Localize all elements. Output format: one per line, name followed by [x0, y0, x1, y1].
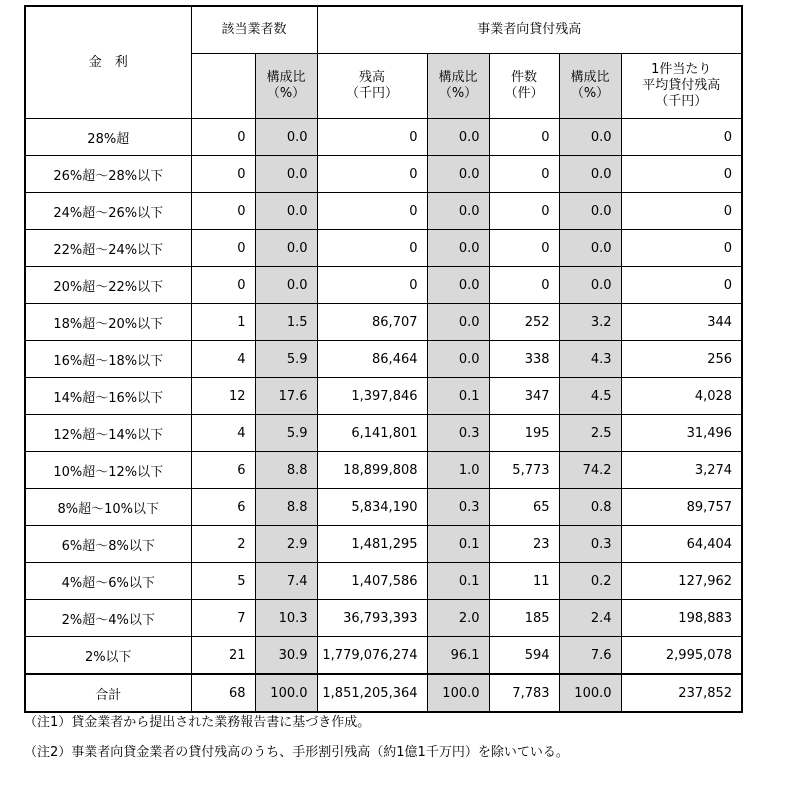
- table-row: [25, 637, 742, 675]
- header-balance: 残高 （千円）: [317, 54, 427, 119]
- table-row: [25, 526, 742, 563]
- cell-avg: 0: [621, 267, 742, 304]
- cell-n: 6: [191, 489, 255, 526]
- cell-r3: 0.0: [559, 119, 621, 156]
- rate-label: 6%超〜8%以下: [25, 526, 191, 563]
- cell-r2: 0.3: [427, 489, 489, 526]
- cell-r2: 0.0: [427, 156, 489, 193]
- table-row: [25, 193, 742, 230]
- cell-n: 12: [191, 378, 255, 415]
- cell-r3: 0.0: [559, 193, 621, 230]
- cell-n: 6: [191, 452, 255, 489]
- table-row: [25, 341, 742, 378]
- cell-r2: 0.1: [427, 526, 489, 563]
- cell-bal: 1,779,076,274: [317, 637, 427, 675]
- cell-r2: 0.0: [427, 230, 489, 267]
- cell-avg: 2,995,078: [621, 637, 742, 675]
- cell-r2: 0.0: [427, 193, 489, 230]
- rate-label: 2%超〜4%以下: [25, 600, 191, 637]
- header-ratio-count: 構成比 （%）: [559, 54, 621, 119]
- cell-r2: 0.0: [427, 304, 489, 341]
- cell-r3: 7.6: [559, 637, 621, 675]
- cell-r3: 74.2: [559, 452, 621, 489]
- cell-bal: 0: [317, 230, 427, 267]
- rate-label: 14%超〜16%以下: [25, 378, 191, 415]
- cell-r2: 100.0: [427, 674, 489, 712]
- cell-n: 2: [191, 526, 255, 563]
- cell-n: 21: [191, 637, 255, 675]
- cell-r1: 17.6: [255, 378, 317, 415]
- cell-bal: 1,851,205,364: [317, 674, 427, 712]
- cell-r3: 0.8: [559, 489, 621, 526]
- cell-cnt: 252: [489, 304, 559, 341]
- cell-r1: 8.8: [255, 452, 317, 489]
- cell-cnt: 11: [489, 563, 559, 600]
- rate-label: 26%超〜28%以下: [25, 156, 191, 193]
- rate-label: 4%超〜6%以下: [25, 563, 191, 600]
- table-row: [25, 415, 742, 452]
- rate-label: 10%超〜12%以下: [25, 452, 191, 489]
- cell-n: 0: [191, 267, 255, 304]
- table-row: [25, 119, 742, 156]
- cell-r3: 0.0: [559, 267, 621, 304]
- cell-r1: 5.9: [255, 415, 317, 452]
- cell-n: 4: [191, 415, 255, 452]
- cell-r2: 0.0: [427, 341, 489, 378]
- cell-cnt: 338: [489, 341, 559, 378]
- cell-r2: 0.1: [427, 563, 489, 600]
- table-row: [25, 452, 742, 489]
- cell-cnt: 7,783: [489, 674, 559, 712]
- cell-avg: 0: [621, 119, 742, 156]
- cell-avg: 237,852: [621, 674, 742, 712]
- cell-r3: 4.5: [559, 378, 621, 415]
- cell-avg: 344: [621, 304, 742, 341]
- cell-r2: 1.0: [427, 452, 489, 489]
- cell-bal: 6,141,801: [317, 415, 427, 452]
- cell-bal: 1,407,586: [317, 563, 427, 600]
- cell-r3: 2.4: [559, 600, 621, 637]
- cell-r3: 0.0: [559, 230, 621, 267]
- cell-bal: 0: [317, 267, 427, 304]
- rate-label: 18%超〜20%以下: [25, 304, 191, 341]
- interest-rate-table: [24, 5, 743, 713]
- header-loan-balance: 事業者向貸付残高: [317, 6, 742, 54]
- cell-r3: 0.2: [559, 563, 621, 600]
- cell-r3: 0.0: [559, 156, 621, 193]
- cell-n: 0: [191, 156, 255, 193]
- cell-r1: 10.3: [255, 600, 317, 637]
- header-rate: 金 利: [25, 6, 191, 119]
- cell-n: 0: [191, 119, 255, 156]
- cell-r1: 0.0: [255, 193, 317, 230]
- cell-bal: 0: [317, 193, 427, 230]
- cell-n: 0: [191, 230, 255, 267]
- cell-r2: 0.0: [427, 267, 489, 304]
- cell-n: 5: [191, 563, 255, 600]
- cell-avg: 3,274: [621, 452, 742, 489]
- header-blank: [191, 54, 255, 119]
- cell-avg: 256: [621, 341, 742, 378]
- table-row: [25, 563, 742, 600]
- cell-r3: 2.5: [559, 415, 621, 452]
- note-2: （注2）事業者向貸金業者の貸付残高のうち、手形割引残高（約1億1千万円）を除いている。: [24, 745, 569, 760]
- cell-cnt: 0: [489, 119, 559, 156]
- cell-r2: 0.3: [427, 415, 489, 452]
- cell-avg: 31,496: [621, 415, 742, 452]
- cell-r1: 0.0: [255, 267, 317, 304]
- cell-bal: 1,397,846: [317, 378, 427, 415]
- table-row: [25, 304, 742, 341]
- table-row: [25, 600, 742, 637]
- cell-r3: 4.3: [559, 341, 621, 378]
- cell-n: 1: [191, 304, 255, 341]
- cell-n: 0: [191, 193, 255, 230]
- cell-bal: 18,899,808: [317, 452, 427, 489]
- cell-cnt: 0: [489, 267, 559, 304]
- cell-r1: 0.0: [255, 230, 317, 267]
- cell-cnt: 5,773: [489, 452, 559, 489]
- cell-r1: 7.4: [255, 563, 317, 600]
- rate-label: 22%超〜24%以下: [25, 230, 191, 267]
- cell-avg: 89,757: [621, 489, 742, 526]
- total-row: [25, 674, 742, 712]
- rate-label: 12%超〜14%以下: [25, 415, 191, 452]
- header-average: 1件当たり 平均貸付残高 （千円）: [621, 54, 742, 119]
- cell-cnt: 0: [489, 230, 559, 267]
- cell-cnt: 185: [489, 600, 559, 637]
- rate-label: 合計: [25, 674, 191, 712]
- table-row: [25, 230, 742, 267]
- cell-n: 7: [191, 600, 255, 637]
- cell-bal: 86,707: [317, 304, 427, 341]
- header-num-lenders: 該当業者数: [191, 6, 317, 54]
- rate-label: 28%超: [25, 119, 191, 156]
- cell-cnt: 347: [489, 378, 559, 415]
- cell-r3: 100.0: [559, 674, 621, 712]
- cell-r2: 0.0: [427, 119, 489, 156]
- cell-bal: 86,464: [317, 341, 427, 378]
- cell-r1: 30.9: [255, 637, 317, 675]
- rate-label: 2%以下: [25, 637, 191, 675]
- cell-r1: 1.5: [255, 304, 317, 341]
- cell-bal: 0: [317, 119, 427, 156]
- table-row: [25, 156, 742, 193]
- cell-bal: 5,834,190: [317, 489, 427, 526]
- cell-r2: 0.1: [427, 378, 489, 415]
- cell-r1: 2.9: [255, 526, 317, 563]
- cell-bal: 36,793,393: [317, 600, 427, 637]
- cell-avg: 0: [621, 230, 742, 267]
- cell-r2: 96.1: [427, 637, 489, 675]
- cell-n: 68: [191, 674, 255, 712]
- cell-r1: 0.0: [255, 156, 317, 193]
- cell-cnt: 65: [489, 489, 559, 526]
- header-ratio-lenders: 構成比 （%）: [255, 54, 317, 119]
- cell-n: 4: [191, 341, 255, 378]
- cell-r1: 100.0: [255, 674, 317, 712]
- cell-cnt: 23: [489, 526, 559, 563]
- rate-label: 24%超〜26%以下: [25, 193, 191, 230]
- cell-cnt: 594: [489, 637, 559, 675]
- cell-r1: 5.9: [255, 341, 317, 378]
- cell-bal: 1,481,295: [317, 526, 427, 563]
- cell-r3: 3.2: [559, 304, 621, 341]
- notes: [24, 713, 569, 773]
- cell-avg: 0: [621, 156, 742, 193]
- cell-bal: 0: [317, 156, 427, 193]
- table-row: [25, 267, 742, 304]
- cell-avg: 0: [621, 193, 742, 230]
- cell-r1: 0.0: [255, 119, 317, 156]
- cell-avg: 127,962: [621, 563, 742, 600]
- cell-avg: 4,028: [621, 378, 742, 415]
- header-ratio-balance: 構成比 （%）: [427, 54, 489, 119]
- cell-cnt: 0: [489, 193, 559, 230]
- note-1: （注1）貸金業者から提出された業務報告書に基づき作成。: [24, 715, 371, 730]
- rate-label: 16%超〜18%以下: [25, 341, 191, 378]
- table-row: [25, 489, 742, 526]
- cell-r1: 8.8: [255, 489, 317, 526]
- cell-r3: 0.3: [559, 526, 621, 563]
- cell-r2: 2.0: [427, 600, 489, 637]
- cell-avg: 198,883: [621, 600, 742, 637]
- rate-label: 20%超〜22%以下: [25, 267, 191, 304]
- cell-avg: 64,404: [621, 526, 742, 563]
- cell-cnt: 195: [489, 415, 559, 452]
- cell-cnt: 0: [489, 156, 559, 193]
- header-count: 件数 （件）: [489, 54, 559, 119]
- rate-label: 8%超〜10%以下: [25, 489, 191, 526]
- table-row: [25, 378, 742, 415]
